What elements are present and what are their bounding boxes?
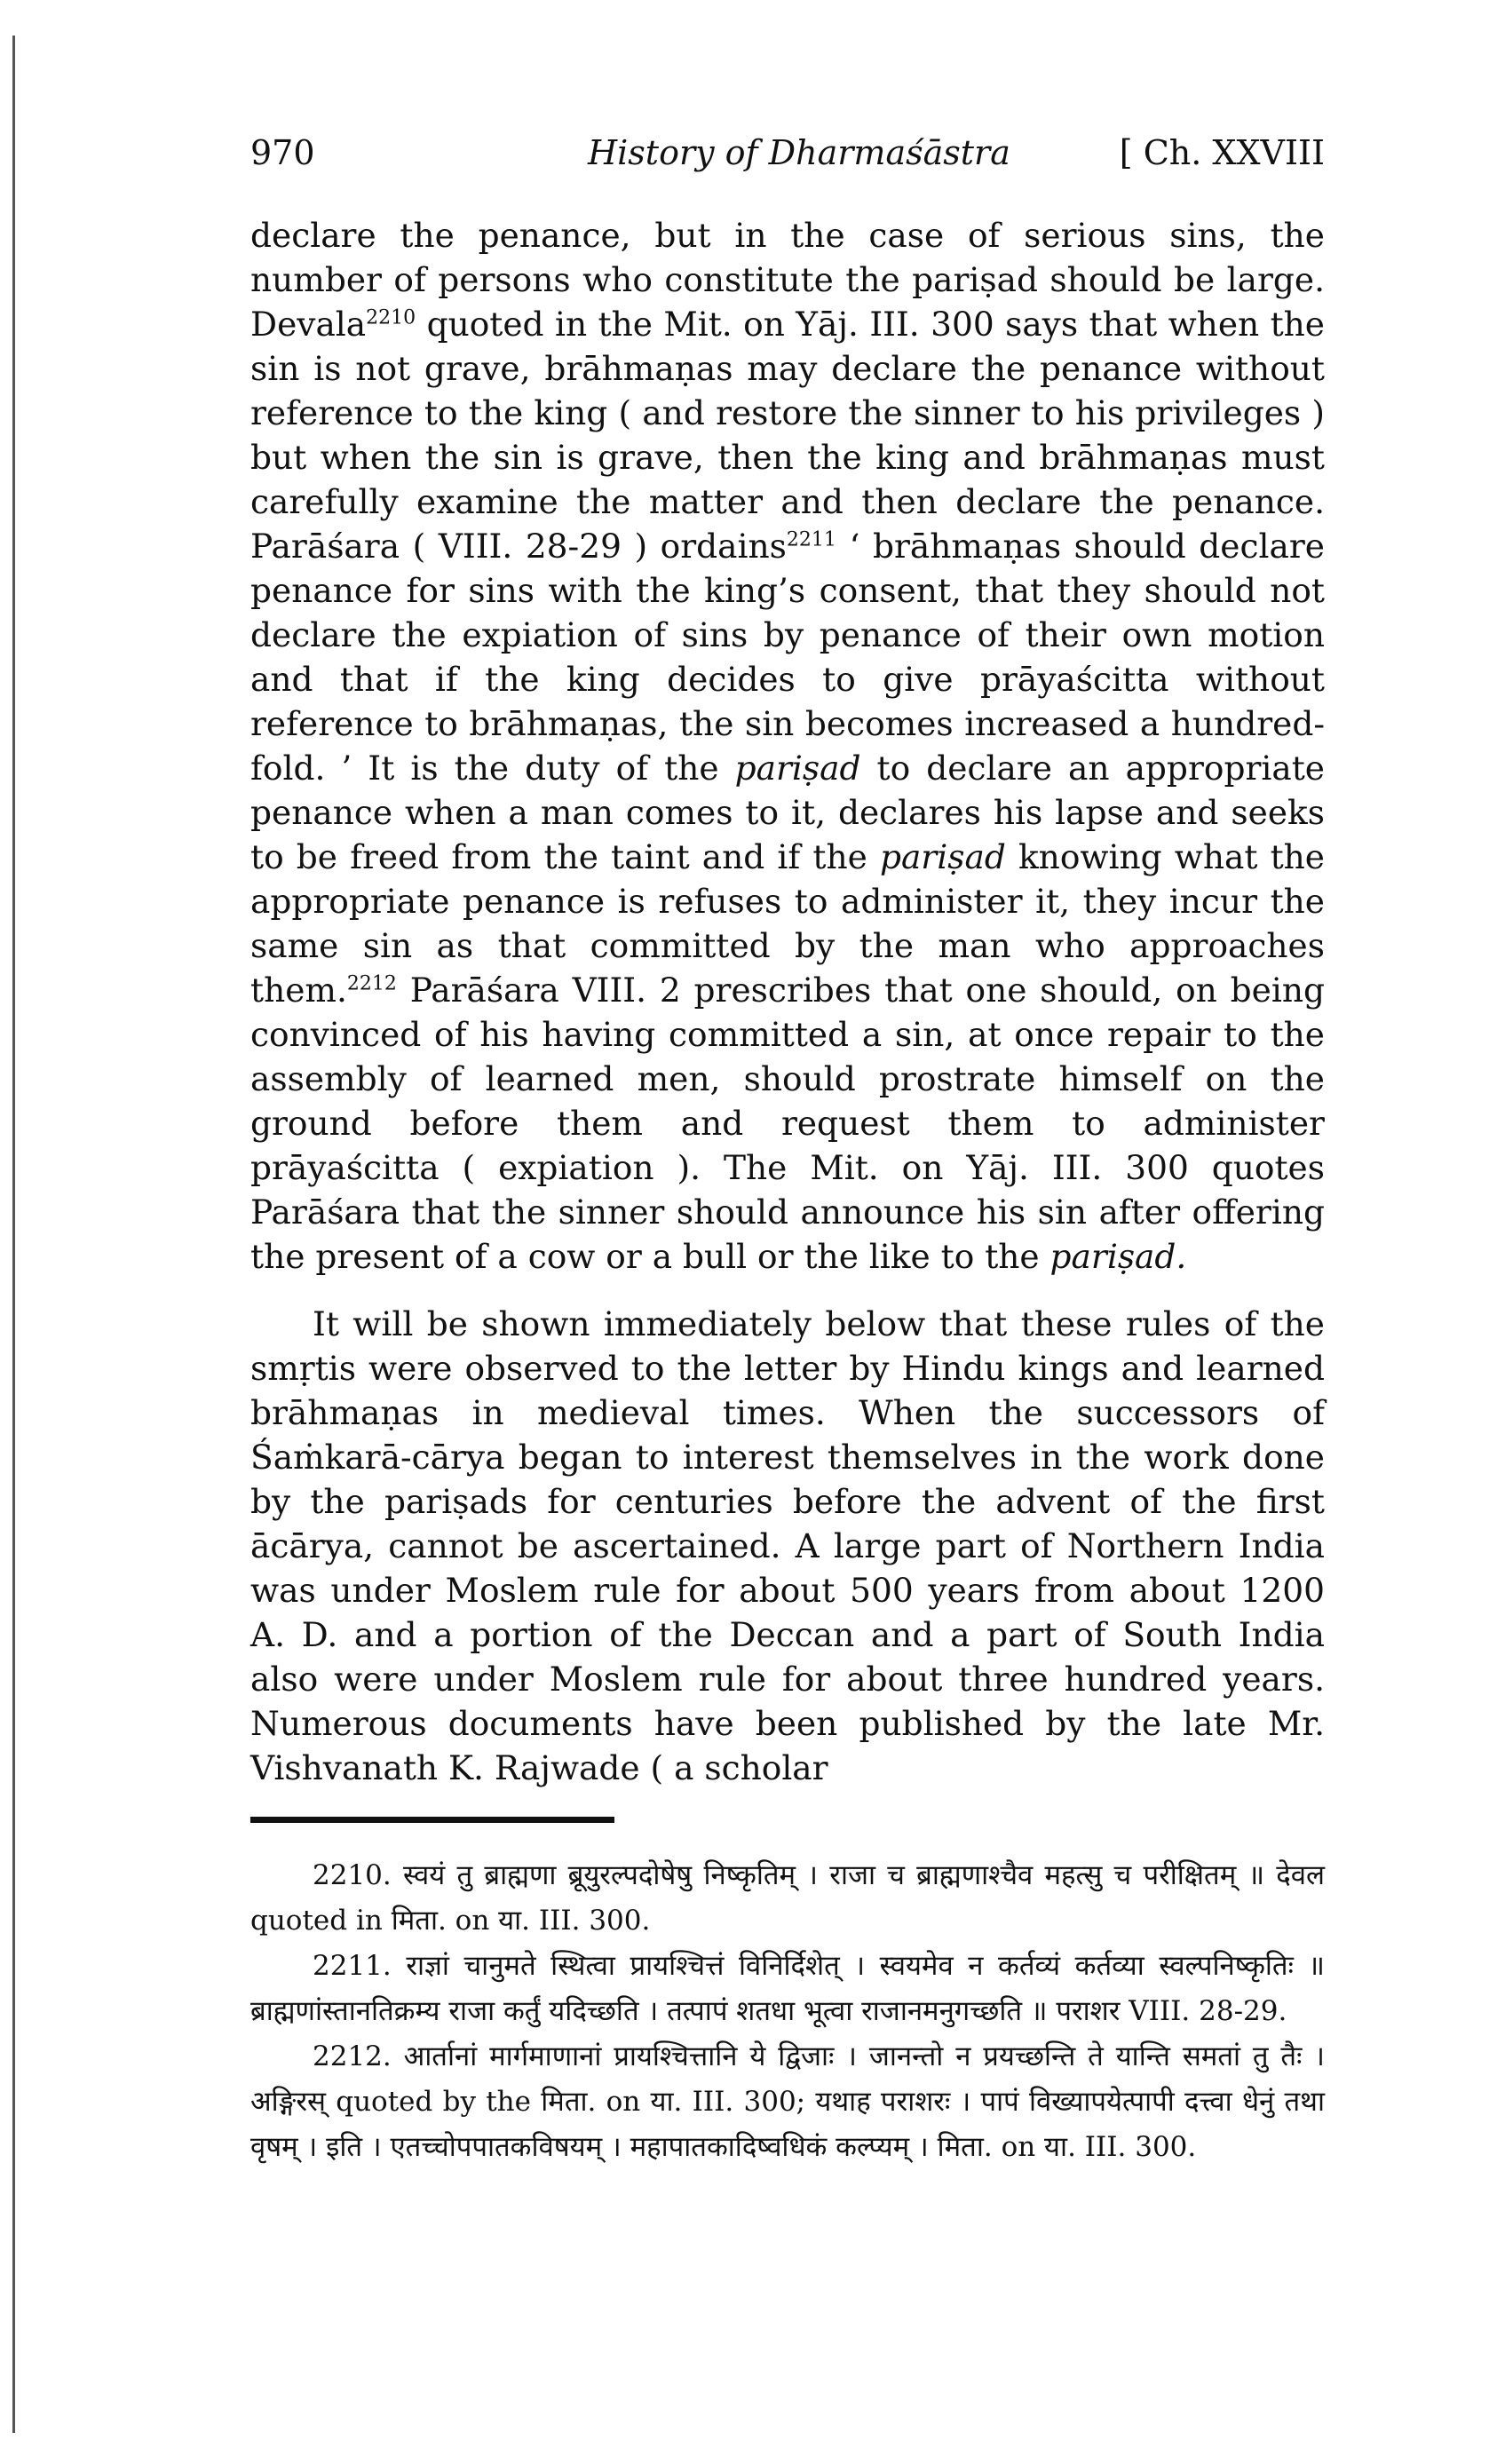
text-run: quoted in the Mit. on Yāj. III. 300 says that when the sin is not grave, brāhmaṇas may declare the penance without reference to the king ( and restore the sinner to his privileges ) but when the sin is grave, then the king and brāhmaṇas must carefully examine the matter and then declare the penance. Parāśara ( VIII. 28-29 ) ordains — [250, 305, 1325, 566]
text-run: Parāśara VIII. 2 prescribes that one should, on being convinced of his having committed a sin, at once repair to the assembly of learned men, should prostrate himself on the ground before them and request them to administer prāyaścitta ( expiation ). The Mit. on Yāj. III. 300 quotes Parāśara that the sinner should announce his sin after offering the present of a cow or a bull or the like to the — [250, 971, 1325, 1276]
page-number: 970 — [250, 133, 315, 172]
footnote-2212: 2212. आर्तानां मार्गमाणानां प्रायश्चित्तानि ये द्विजाः । जानन्तो न प्रयच्छन्ति ते यान्ति समतां तु तैः । अङ्गिरस् quoted by the मिता. on या. III. 300; यथाह पराशरः । पापं विख्यापयेत्पापी दत्त्वा धेनुं तथा वृषम् । इति । एतच्चोपपातकविषयम् । महापातकादिष्वधिकं कल्प्यम् । मिता. on या. III. 300. — [250, 2040, 1325, 2163]
italic-term: pariṣad — [879, 837, 1006, 876]
footnote-ref-2210: 2210 — [366, 306, 416, 329]
text-run: to declare an appropriate penance when a man comes to it, declares his lapse and seeks to be freed from the taint and if the — [250, 749, 1325, 876]
chapter-label: [ Ch. XXVIII — [1119, 133, 1325, 172]
footnote-divider — [250, 1817, 614, 1823]
footnote-2210: 2210. स्वयं तु ब्राह्मणा ब्रूयुरल्पदोषेषु निष्कृतिम् । राजा च ब्राह्मणाश्चैव महत्सु च परीक्षितम् ॥ देवल quoted in मिता. on या. III. 300. — [250, 1859, 1325, 1937]
running-head — [250, 133, 1325, 186]
page — [250, 133, 1325, 2170]
footnote-ref-2212: 2212 — [346, 972, 397, 995]
main-text — [250, 213, 1325, 1790]
italic-term: pariṣad — [734, 749, 861, 788]
text-run: knowing what the appropriate penance is refuses to administer it, they incur the same sin as that committed by the man who approaches them. — [250, 837, 1325, 1010]
paragraph-1 — [250, 213, 1325, 1279]
italic-term: pariṣad. — [1049, 1237, 1187, 1276]
footnote-2211: 2211. राज्ञां चानुमते स्थित्वा प्रायश्चित्तं विनिर्दिशेत् । स्वयमेव न कर्तव्यं कर्तव्या स्वल्पनिष्कृतिः ॥ ब्राह्मणांस्तानतिक्रम्य राजा कर्तुं यदिच्छति । तत्पापं शतधा भूत्वा राजानमनुगच्छति ॥ पराशर VIII. 28-29. — [250, 1950, 1325, 2027]
paragraph-2: It will be shown immediately below that these rules of the smṛtis were observed to the letter by Hindu kings and learned brāhmaṇas in medieval times. When the successors of Śaṁkarā-cārya began to interest themselves in the work done by the pariṣads for centuries before the advent of the first ācārya, cannot be ascertained. A large part of Northern India was under Moslem rule for about 500 years from about 1200 A. D. and a portion of the Deccan and a part of South India also were under Moslem rule for about three hundred years. Numerous documents have been published by the late Mr. Vishvanath K. Rajwade ( a scholar — [250, 1304, 1325, 1787]
scan-edge-line — [12, 36, 15, 2433]
text-run: ‘ brāhmaṇas should declare penance for sins with the king’s consent, that they should not declare the expiation of sins by penance of their own motion and that if the king decides to give prāyaścitta without reference to brāhmaṇas, the sin becomes increased a hundred-fold. ’ It is the duty of the — [250, 527, 1325, 788]
book-title: History of Dharmaśāstra — [588, 133, 1010, 172]
text-run: declare the penance, but in the case of serious sins, the number of persons who constitute the pariṣad should be large. Devala — [250, 216, 1325, 344]
footnote-ref-2211: 2211 — [786, 528, 836, 551]
footnotes — [250, 1853, 1325, 2170]
